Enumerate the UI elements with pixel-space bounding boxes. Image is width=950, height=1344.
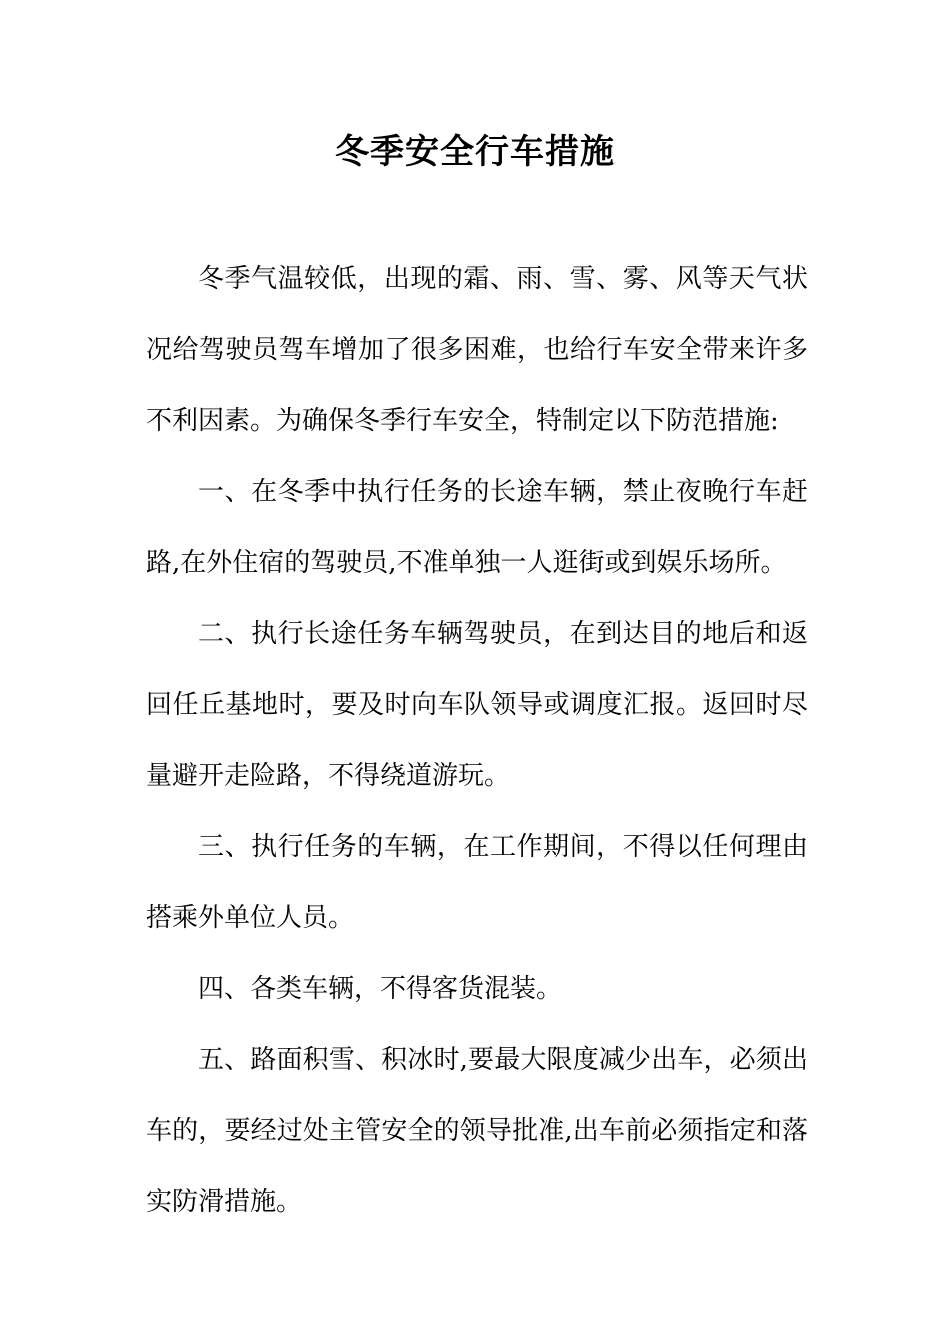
- paragraph-item-1: 一、在冬季中执行任务的长途车辆，禁止夜晚行车赶路,在外住宿的驾驶员,不准单独一人逛街或到娱乐场所。: [146, 477, 808, 578]
- paragraph-item-4: 四、各类车辆，不得客货混装。: [198, 974, 563, 1004]
- page-title: 冬季安全行车措施: [335, 132, 615, 172]
- paragraph-item-5: 五、路面积雪、积冰时,要最大限度减少出车，必须出车的，要经过处主管安全的领导批准,出车前必须指定和落实防滑措施。: [146, 1045, 808, 1217]
- document-body: [146, 244, 808, 1238]
- paragraph-item-3: 三、执行任务的车辆，在工作期间，不得以任何理由搭乘外单位人员。: [146, 832, 808, 933]
- paragraph-item-2: 二、执行长途任务车辆驾驶员，在到达目的地后和返回任丘基地时，要及时向车队领导或调度汇报。返回时尽量避开走险路，不得绕道游玩。: [146, 619, 808, 791]
- paragraph-intro: 冬季气温较低，出现的霜、雨、雪、雾、风等天气状况给驾驶员驾车增加了很多困难，也给行车安全带来许多不利因素。为确保冬季行车安全，特制定以下防范措施:: [146, 264, 808, 436]
